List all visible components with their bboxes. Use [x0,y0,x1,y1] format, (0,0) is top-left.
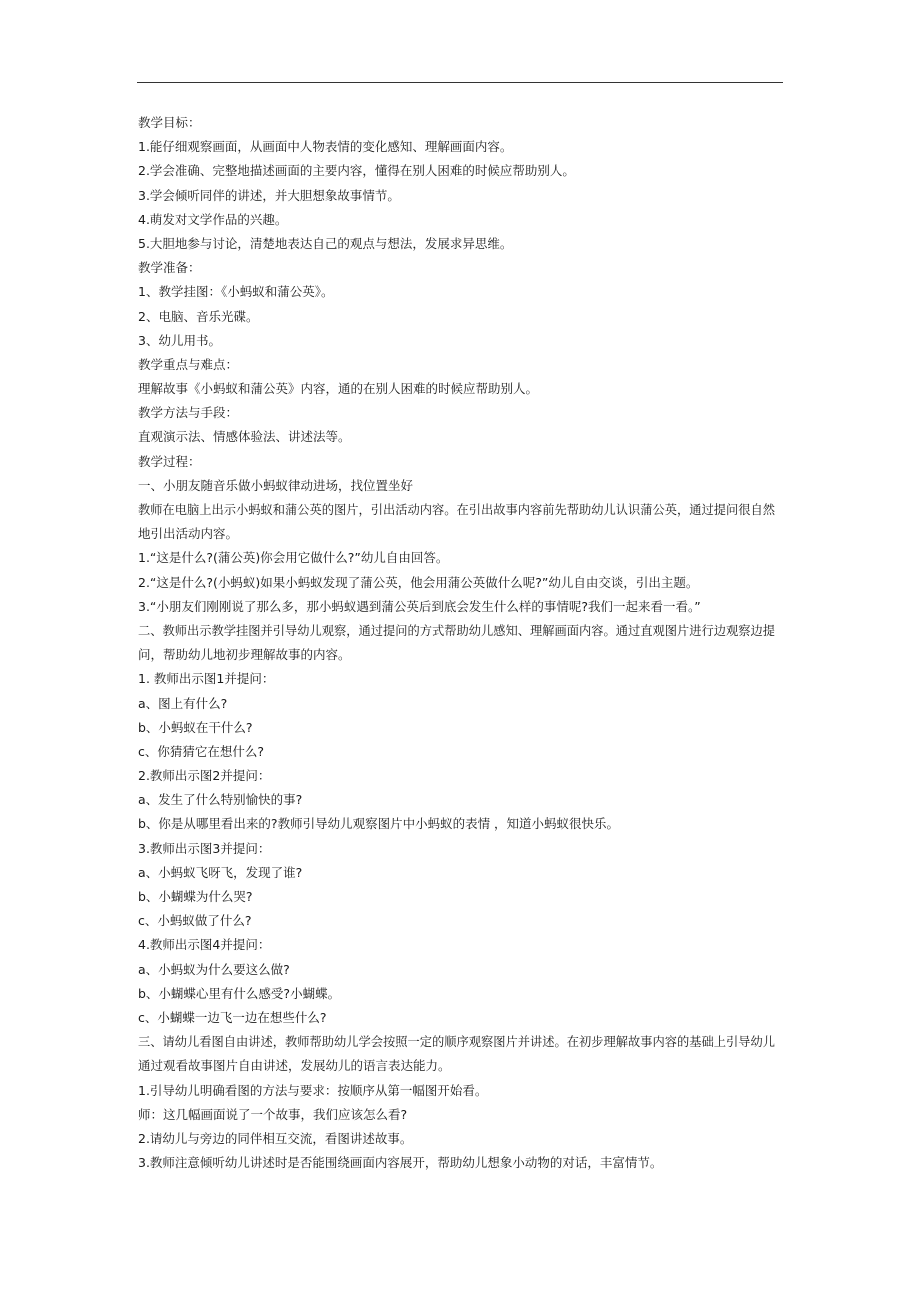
objective-4: 4.萌发对文学作品的兴趣。 [138,211,288,227]
figure-1-q-c: c、你猜猜它在想什么? [138,743,265,759]
figure-2-q-a: a、发生了什么特别愉快的事? [138,792,303,808]
heading-process: 教学过程： [138,453,201,469]
figure-3-q-b: b、小蝴蝶为什么哭? [138,889,253,904]
figure-4-heading: 4.教师出示图4并提问： [138,937,271,953]
process-step-1-q1: 1.“这是什么?(蒲公英)你会用它做什么?”幼儿自由回答。 [138,550,449,566]
figure-2-heading: 2.教师出示图2并提问： [138,768,271,784]
figure-3-heading: 3.教师出示图3并提问： [138,840,271,856]
process-step-1-desc-a: 教师在电脑上出示小蚂蚁和蒲公英的图片，引出活动内容。在引出故事内容前先帮助幼儿认识蒲公英，通过提问很自然 [138,503,775,517]
process-step-3-item-2: 2.请幼儿与旁边的同伴相互交流，看图讲述故事。 [138,1130,413,1146]
process-step-2-a: 二、教师出示教学挂图并引导幼儿观察，通过提问的方式帮助幼儿感知、理解画面内容。通过直观图片进行边观察边提 [138,623,775,638]
figure-2-q-b: b、你是从哪里看出来的?教师引导幼儿观察图片中小蚂蚁的表情 ，知道小蚂蚁很快乐。 [138,816,620,832]
objective-2: 2.学会准确、完整地描述画面的主要内容，懂得在别人困难的时候应帮助别人。 [138,163,575,179]
objective-1: 1.能仔细观察画面，从画面中人物表情的变化感知、理解画面内容。 [138,139,513,155]
methods-text: 直观演示法、情感体验法、讲述法等。 [138,429,351,445]
figure-1-q-b: b、小蚂蚁在干什么? [138,719,253,735]
process-step-3-item-3: 3.教师注意倾听幼儿讲述时是否能围绕画面内容展开，帮助幼儿想象小动物的对话，丰富情节。 [138,1155,663,1171]
figure-1-heading: 1. 教师出示图1并提问： [138,671,275,687]
header-rule [137,82,783,83]
document-body [138,111,786,1175]
process-step-3-teacher: 师：这几幅画面说了一个故事，我们应该怎么看? [138,1106,408,1122]
objective-5: 5.大胆地参与讨论，清楚地表达自己的观点与想法，发展求异思维。 [138,235,513,251]
process-step-3-item-1: 1.引导幼儿明确看图的方法与要求：按顺序从第一幅图开始看。 [138,1082,488,1098]
process-step-1: 一、小朋友随音乐做小蚂蚁律动进场，找位置坐好 [138,477,414,493]
figure-1-q-a: a、图上有什么? [138,695,228,711]
figure-4-q-c: c、小蝴蝶一边飞一边在想些什么? [138,1009,327,1025]
heading-objectives: 教学目标： [138,115,201,130]
preparation-2: 2、电脑、音乐光碟。 [138,308,259,324]
preparation-1: 1、教学挂图：《小蚂蚁和蒲公英》。 [138,284,334,300]
figure-4-q-a: a、小蚂蚁为什么要这么做? [138,961,290,977]
process-step-1-desc-b: 地引出活动内容。 [138,526,239,542]
figure-3-q-a: a、小蚂蚁飞呀飞，发现了谁? [138,864,303,880]
heading-key-points: 教学重点与难点： [138,356,239,372]
heading-methods: 教学方法与手段： [138,405,239,421]
process-step-1-q2: 2.“这是什么?(小蚂蚁)如果小蚂蚁发现了蒲公英，他会用蒲公英做什么呢?”幼儿自由交谈，引出主题。 [138,574,699,590]
key-points-text: 理解故事《小蚂蚁和蒲公英》内容，通的在别人困难的时候应帮助别人。 [138,381,539,397]
preparation-3: 3、幼儿用书。 [138,332,221,348]
figure-3-q-c: c、小蚂蚁做了什么? [138,913,252,929]
process-step-3-b: 通过观看故事图片自由讲述，发展幼儿的语言表达能力。 [138,1058,451,1074]
process-step-3-a: 三、请幼儿看图自由讲述，教师帮助幼儿学会按照一定的顺序观察图片并讲述。在初步理解故事内容的基础上引导幼儿 [138,1035,775,1050]
figure-4-q-b: b、小蝴蝶心里有什么感受?小蝴蝶。 [138,985,341,1001]
objective-3: 3.学会倾听同伴的讲述，并大胆想象故事情节。 [138,187,400,203]
process-step-2-b: 问，帮助幼儿地初步理解故事的内容。 [138,647,351,663]
heading-preparation: 教学准备： [138,260,201,276]
process-step-1-q3: 3.“小朋友们刚刚说了那么多，那小蚂蚁遇到蒲公英后到底会发生什么样的事情呢?我们一起来看一看。” [138,598,701,614]
